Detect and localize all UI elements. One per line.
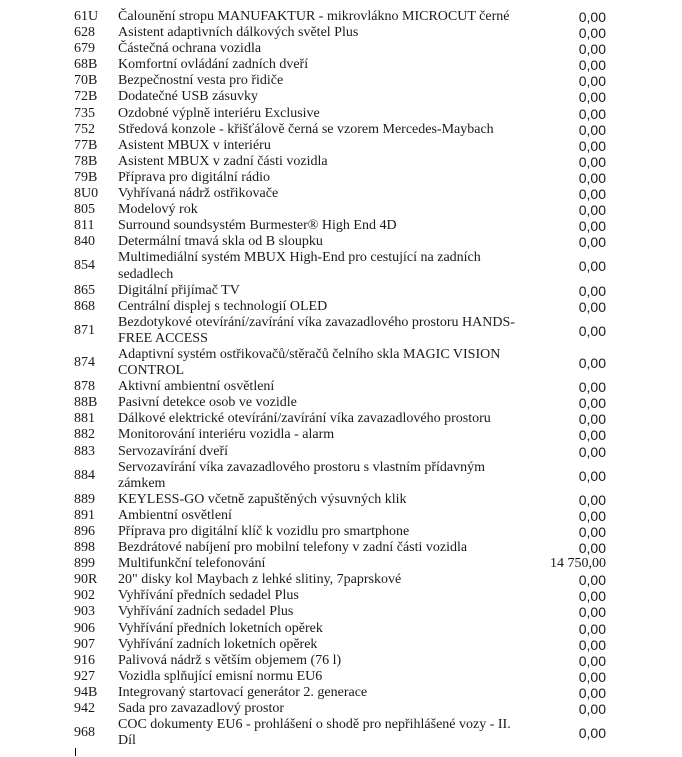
- option-code: 88B: [74, 395, 98, 411]
- option-code: 883: [74, 443, 95, 459]
- option-description: Bezdrátové nabíjení pro mobilní telefony v zadní části vozidla: [118, 540, 468, 556]
- option-code: 854: [74, 258, 95, 274]
- option-price: 0,00: [578, 652, 606, 669]
- option-code: 61U: [74, 9, 99, 24]
- table-row: [74, 379, 606, 395]
- option-price: 0,00: [578, 524, 606, 540]
- option-description: Sada pro zavazadlový prostor: [118, 701, 284, 717]
- table-row: [74, 572, 606, 588]
- option-code: 735: [74, 105, 95, 121]
- table-row: [74, 283, 606, 299]
- option-description: COC dokumenty EU6 - prohlášení o shodě pro nepřihlášené vozy - II. Díl: [118, 717, 511, 749]
- option-code: 916: [74, 652, 95, 668]
- option-description: Surround soundsystém Burmester® High End 4D: [118, 218, 397, 234]
- option-code: 902: [74, 588, 95, 604]
- option-description: Dálkové elektrické otevírání/zavírání víka zavazadlového prostoru: [118, 411, 491, 427]
- option-price: 0,00: [578, 153, 606, 170]
- option-code: 903: [74, 604, 95, 620]
- option-price: 0,00: [578, 725, 606, 742]
- option-description: Servozavírání dveří: [118, 443, 229, 459]
- option-code: 90R: [74, 572, 98, 588]
- option-price: 0,00: [578, 89, 606, 106]
- option-code: 77B: [74, 137, 98, 153]
- table-row: [74, 25, 606, 41]
- option-description: Monitorování interiéru vozidla - alarm: [118, 427, 335, 443]
- option-code: 927: [74, 668, 95, 684]
- option-code: 884: [74, 467, 95, 483]
- option-code: 72B: [74, 89, 98, 105]
- table-row: [74, 138, 606, 154]
- option-description: Centrální displej s technologií OLED: [118, 298, 328, 314]
- option-price: 0,00: [578, 491, 606, 508]
- option-code: 70B: [74, 73, 98, 89]
- table-row: [74, 444, 606, 460]
- option-description: Palivová nádrž s větším objemem (76 l): [118, 652, 342, 668]
- table-row: [74, 186, 606, 202]
- option-code: 871: [74, 322, 95, 338]
- option-price: 0,00: [578, 355, 606, 372]
- option-price: 0,00: [578, 588, 606, 605]
- option-price: 0,00: [578, 467, 606, 484]
- option-description: Čalounění stropu MANUFAKTUR - mikrovlákno MICROCUT černé: [118, 9, 510, 24]
- option-description: KEYLESS-GO včetně zapuštěných výsuvných klik: [118, 491, 407, 507]
- option-price: 0,00: [578, 218, 606, 235]
- option-description: Modelový rok: [118, 202, 198, 218]
- table-row: [74, 556, 606, 572]
- option-code: 865: [74, 282, 95, 298]
- option-description: Digitální přijímač TV: [118, 282, 240, 298]
- option-code: 891: [74, 507, 95, 523]
- option-price: 0,00: [578, 604, 606, 621]
- option-price: 0,00: [578, 701, 606, 718]
- table-row: [74, 218, 606, 234]
- option-code: 898: [74, 540, 95, 556]
- option-description: Asistent MBUX v interiéru: [118, 137, 271, 153]
- table-row: [74, 73, 606, 89]
- option-price: 0,00: [578, 282, 606, 299]
- option-price: 0,00: [578, 57, 606, 74]
- table-row: [74, 588, 606, 604]
- option-code: 78B: [74, 153, 98, 169]
- option-price: 0,00: [578, 298, 606, 315]
- option-price: 0,00: [578, 9, 606, 25]
- option-price: 0,00: [578, 572, 606, 589]
- option-description: Vyhřívání předních sedadel Plus: [118, 588, 299, 604]
- option-description: Bezpečnostní vesta pro řidiče: [118, 73, 284, 89]
- option-price: 0,00: [578, 379, 606, 396]
- table-row: [74, 637, 606, 653]
- option-description: Determální tmavá skla od B sloupku: [118, 234, 323, 250]
- option-price: 0,00: [578, 234, 606, 251]
- option-code: 889: [74, 491, 95, 507]
- table-row: [74, 202, 606, 218]
- table-row: [74, 460, 606, 492]
- option-description: Částečná ochrana vozidla: [118, 41, 262, 57]
- option-price: 0,00: [578, 322, 606, 339]
- option-code: 874: [74, 355, 95, 371]
- option-description: Komfortní ovládání zadních dveří: [118, 57, 309, 73]
- table-row: [74, 41, 606, 57]
- option-price: 0,00: [578, 25, 606, 42]
- option-description: Asistent adaptivních dálkových světel Plus: [118, 25, 359, 41]
- option-price: 0,00: [578, 395, 606, 412]
- option-description: Vozidla splňující emisní normu EU6: [118, 668, 323, 684]
- table-row: [74, 57, 606, 73]
- table-row: [74, 685, 606, 701]
- table-row: [74, 653, 606, 669]
- option-code: 628: [74, 25, 95, 41]
- option-price: 0,00: [578, 443, 606, 460]
- option-code: 882: [74, 427, 95, 443]
- option-code: 907: [74, 636, 95, 652]
- option-code: 881: [74, 411, 95, 427]
- option-code: 68B: [74, 57, 98, 73]
- table-row: [74, 347, 606, 379]
- option-description: Příprava pro digitální rádio: [118, 169, 271, 185]
- option-code: 942: [74, 701, 95, 717]
- option-code: 868: [74, 298, 95, 314]
- equipment-table: [74, 9, 606, 749]
- option-price: 0,00: [578, 684, 606, 701]
- option-price: 0,00: [578, 620, 606, 637]
- option-description: Bezdotykové otevírání/zavírání víka zavazadlového prostoru HANDS-FREE ACCESS: [118, 314, 515, 346]
- option-description: Adaptivní systém ostřikovačů/stěračů čelního skla MAGIC VISION CONTROL: [118, 346, 501, 379]
- option-code: 752: [74, 121, 95, 137]
- option-price: 0,00: [578, 427, 606, 444]
- option-code: 79B: [74, 169, 98, 185]
- option-description: Servozavírání víka zavazadlového prostoru s vlastním přídavným zámkem: [118, 459, 486, 491]
- table-row: [74, 299, 606, 315]
- option-price: 0,00: [578, 636, 606, 653]
- table-row: [74, 395, 606, 411]
- option-description: Integrovaný startovací generátor 2. generace: [118, 684, 368, 700]
- option-price: 0,00: [578, 105, 606, 122]
- option-code: 679: [74, 41, 95, 57]
- equipment-list-document: [74, 9, 614, 749]
- table-row: [74, 315, 606, 347]
- option-price: 0,00: [578, 258, 606, 275]
- option-price: 0,00: [578, 169, 606, 186]
- option-price: 0,00: [578, 202, 606, 219]
- option-price: 0,00: [578, 411, 606, 428]
- option-description: Vyhřívání předních loketních opěrek: [118, 620, 323, 636]
- option-price: 0,00: [578, 121, 606, 138]
- option-description: Vyhřívaná nádrž ostřikovače: [118, 186, 279, 202]
- table-row: [74, 89, 606, 105]
- option-price: 0,00: [578, 73, 606, 90]
- option-code: 8U0: [74, 186, 99, 202]
- option-price: 14 750,00: [550, 556, 606, 572]
- option-price: 0,00: [578, 540, 606, 557]
- option-code: 899: [74, 556, 95, 572]
- option-code: 94B: [74, 684, 98, 700]
- option-price: 0,00: [578, 186, 606, 203]
- option-code: 878: [74, 379, 95, 395]
- option-price: 0,00: [578, 137, 606, 154]
- option-code: 811: [74, 218, 95, 234]
- option-code: 906: [74, 620, 95, 636]
- option-code: 968: [74, 725, 95, 741]
- option-description: Pasivní detekce osob ve vozidle: [118, 395, 297, 411]
- table-row: [74, 154, 606, 170]
- option-price: 0,00: [578, 668, 606, 685]
- option-description: Příprava pro digitální klíč k vozidlu pro smartphone: [118, 524, 410, 539]
- option-description: Vyhřívání zadních loketních opěrek: [118, 636, 318, 652]
- option-description: Dodatečné USB zásuvky: [118, 89, 258, 105]
- option-code: 896: [74, 524, 95, 539]
- table-row: [74, 9, 606, 25]
- option-description: Ozdobné výplně interiéru Exclusive: [118, 105, 320, 121]
- table-row: [74, 540, 606, 556]
- option-description: Středová konzole - křišťálově černá se vzorem Mercedes-Maybach: [118, 121, 494, 137]
- table-row: [74, 669, 606, 685]
- table-row: [74, 234, 606, 250]
- table-row: [74, 122, 606, 138]
- option-description: Ambientní osvětlení: [118, 507, 232, 523]
- table-row: [74, 604, 606, 620]
- table-row: [74, 717, 606, 749]
- table-row: [74, 250, 606, 282]
- option-description: Multifunkční telefonování: [118, 556, 266, 572]
- option-description: Multimediální systém MBUX High-End pro cestující na zadních sedadlech: [118, 250, 481, 282]
- table-row: [74, 411, 606, 427]
- table-row: [74, 701, 606, 717]
- option-description: Vyhřívání zadních sedadel Plus: [118, 604, 294, 620]
- option-price: 0,00: [578, 41, 606, 58]
- table-row: [74, 508, 606, 524]
- table-row: [74, 170, 606, 186]
- option-description: Asistent MBUX v zadní části vozidla: [118, 153, 328, 169]
- table-row: [74, 492, 606, 508]
- table-row: [74, 524, 606, 540]
- text-cursor: [75, 748, 76, 756]
- table-row: [74, 106, 606, 122]
- table-row: [74, 621, 606, 637]
- option-description: Aktivní ambientní osvětlení: [118, 379, 275, 395]
- equipment-table-body: [74, 9, 606, 749]
- option-code: 840: [74, 234, 95, 250]
- option-description: 20" disky kol Maybach z lehké slitiny, 7paprskové: [118, 572, 402, 588]
- option-price: 0,00: [578, 507, 606, 524]
- table-row: [74, 427, 606, 443]
- option-code: 805: [74, 202, 95, 218]
